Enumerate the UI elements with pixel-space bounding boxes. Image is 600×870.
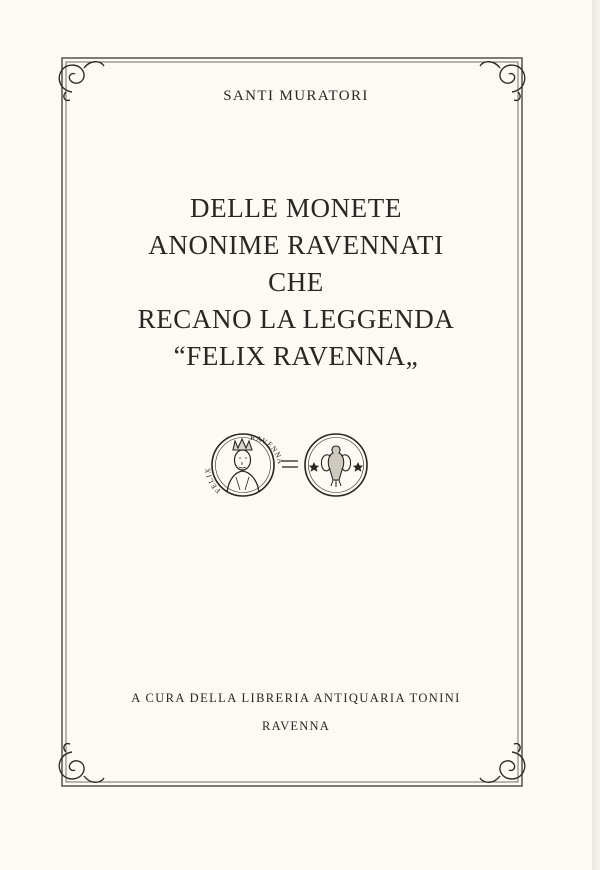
star-icon	[309, 462, 319, 472]
star-icon	[353, 462, 363, 472]
title-line-3: CHE	[268, 267, 324, 297]
coin-obverse	[203, 433, 285, 496]
title-line-5: “FELIX RAVENNA„	[173, 341, 419, 371]
title-line-1: DELLE MONETE	[190, 193, 402, 223]
coin-reverse	[305, 434, 367, 496]
page-edge	[592, 0, 600, 870]
publication-city: RAVENNA	[262, 719, 330, 733]
coin-legend-right: RAVENNA	[249, 432, 286, 466]
publisher-line: A CURA DELLA LIBRERIA ANTIQUARIA TONINI	[131, 691, 461, 705]
author-name: SANTI MURATORI	[223, 88, 369, 104]
title-line-2: ANONIME RAVENNATI	[148, 230, 444, 260]
coin-legend-left: FELIX	[203, 466, 223, 496]
title-line-4: RECANO LA LEGGENDA	[137, 304, 455, 334]
